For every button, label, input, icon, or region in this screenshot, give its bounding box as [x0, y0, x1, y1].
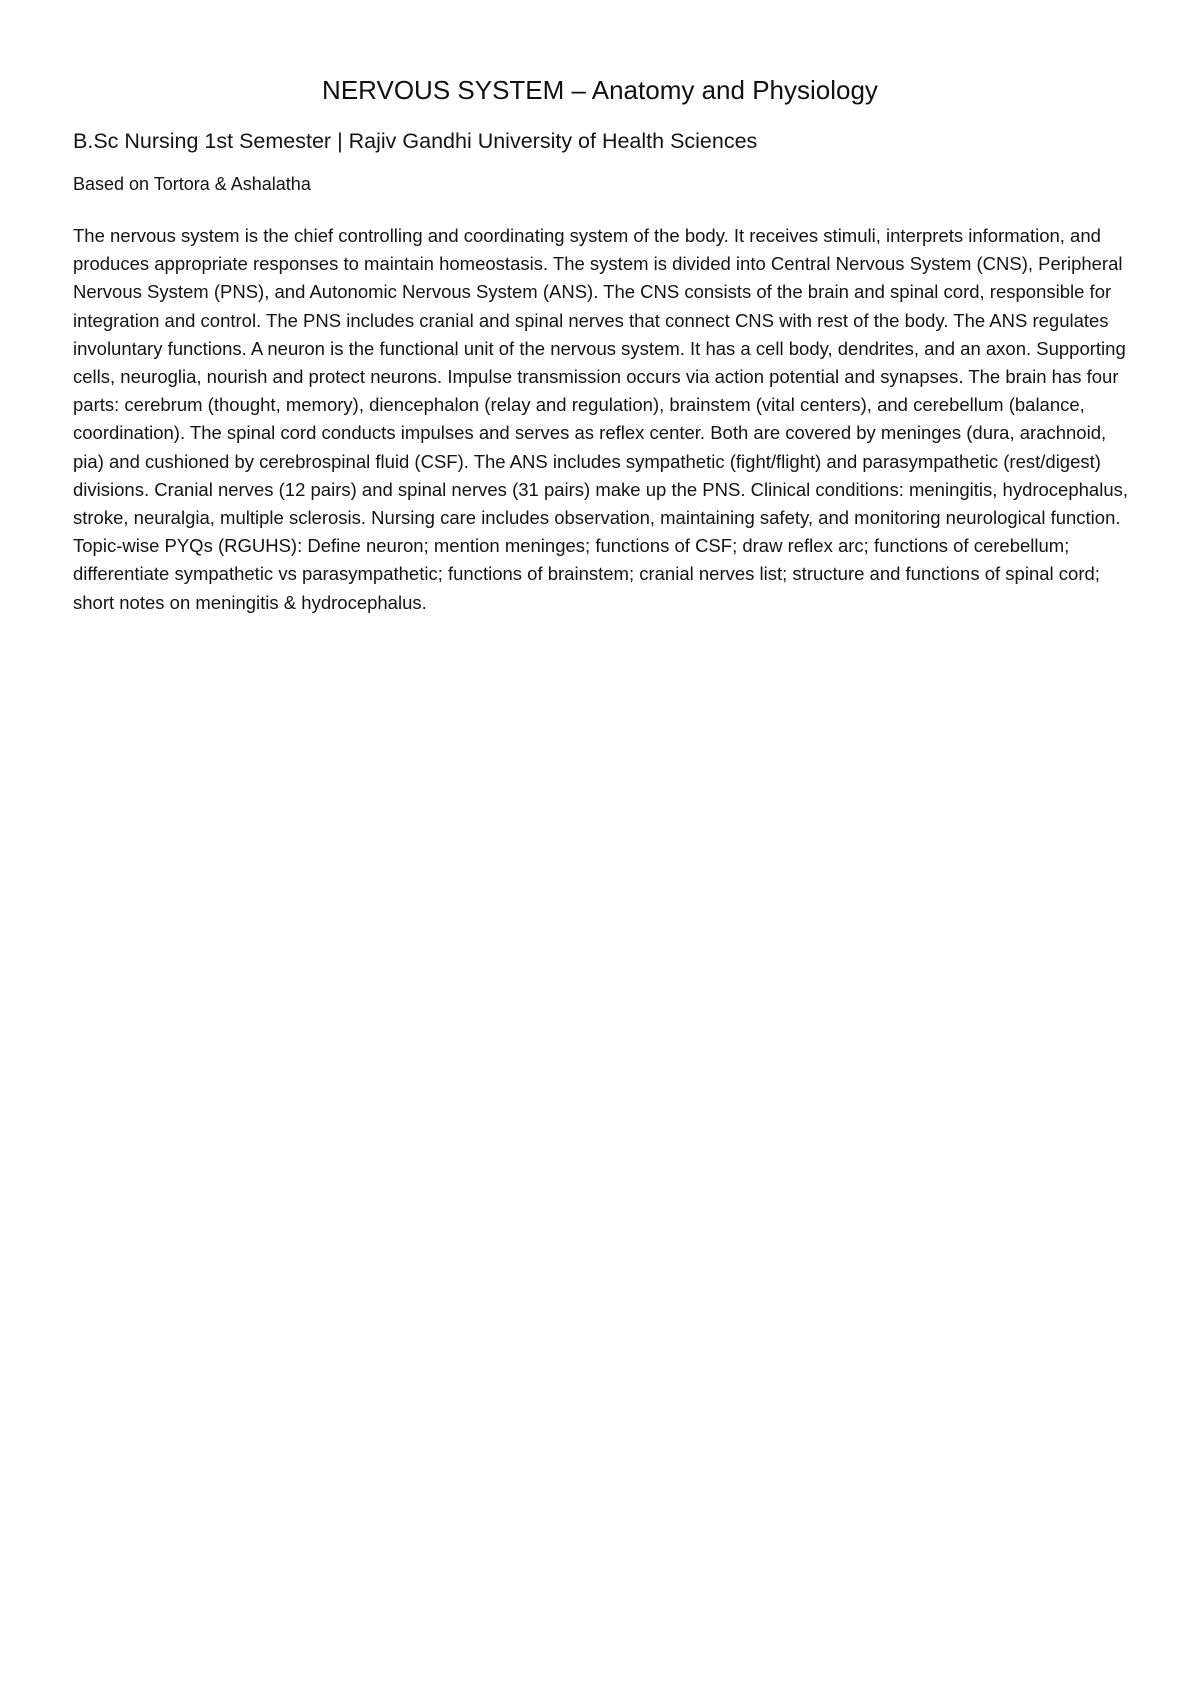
document-body-paragraph: The nervous system is the chief controlling and coordinating system of the body. It receives stimuli, interprets information, and produces appropriate responses to maintain homeostasis. The system is divided into Central Nervous System (CNS), Peripheral Nervous System (PNS), and Autonomic Nervous System (ANS). The CNS consists of the brain and spinal cord, responsible for integration and control. The PNS includes cranial and spinal nerves that connect CNS with rest of the body. The ANS regulates involuntary functions. A neuron is the functional unit of the nervous system. It has a cell body, dendrites, and an axon. Supporting cells, neuroglia, nourish and protect neurons. Impulse transmission occurs via action potential and synapses. The brain has four parts: cerebrum (thought, memory), diencephalon (relay and regulation), brainstem (vital centers), and cerebellum (balance, coordination). The spinal cord conducts impulses and serves as reflex center. Both are covered by meninges (dura, arachnoid, pia) and cushioned by cerebrospinal fluid (CSF). The ANS includes sympathetic (fight/flight) and parasympathetic (rest/digest) divisions. Cranial nerves (12 pairs) and spinal nerves (31 pairs) make up the PNS. Clinical conditions: meningitis, hydrocephalus, stroke, neuralgia, multiple sclerosis. Nursing care includes observation, maintaining safety, and monitoring neurological function. Topic-wise PYQs (RGUHS): Define neuron; mention meninges; functions of CSF; draw reflex arc; functions of cerebellum; differentiate sympathetic vs parasympathetic; functions of brainstem; cranial nerves list; structure and functions of spinal cord; short notes on meningitis & hydrocephalus. — [73, 225, 1129, 613]
document-title: NERVOUS SYSTEM – Anatomy and Physiology — [322, 75, 878, 105]
document-subtitle: B.Sc Nursing 1st Semester | Rajiv Gandhi University of Health Sciences — [73, 129, 758, 153]
document-source-note: Based on Tortora & Ashalatha — [73, 174, 311, 194]
